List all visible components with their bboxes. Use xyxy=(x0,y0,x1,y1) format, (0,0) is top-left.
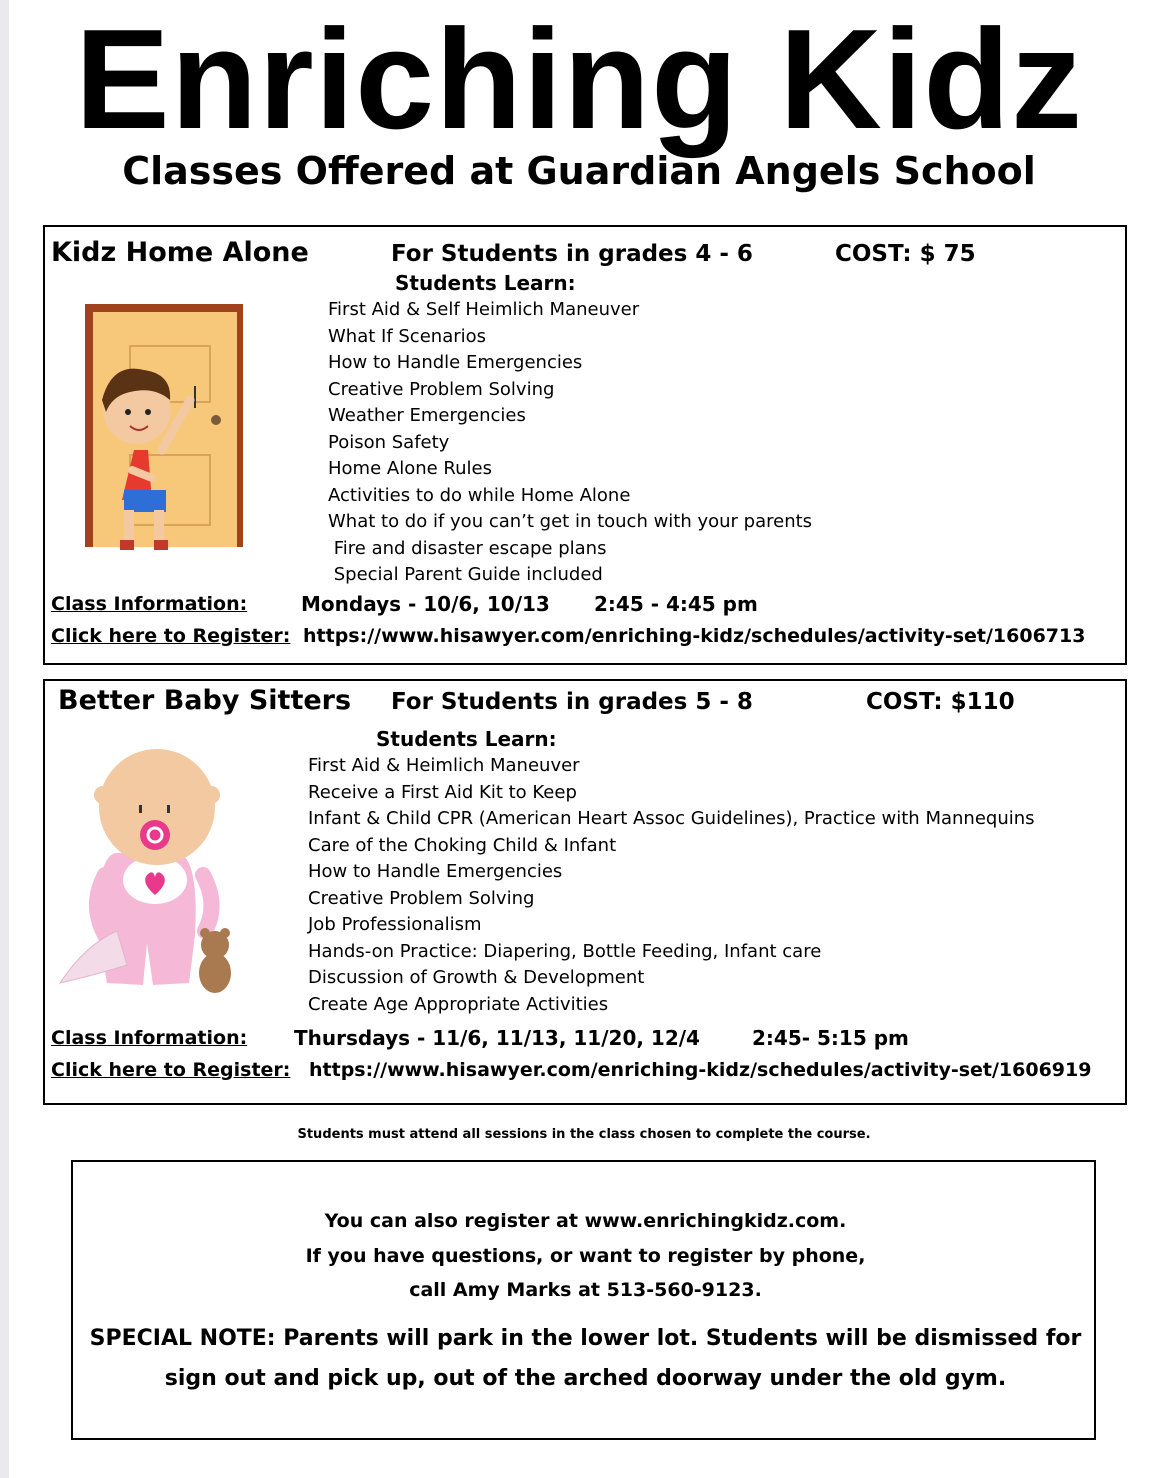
list-item: Creative Problem Solving xyxy=(308,887,535,909)
baby-illustration xyxy=(55,735,240,997)
contact-line: call Amy Marks at 513-560-9123. xyxy=(409,1279,762,1301)
page-subtitle: Classes Offered at Guardian Angels School xyxy=(122,149,1036,193)
attendance-note: Students must attend all sessions in the class chosen to complete the course. xyxy=(297,1127,871,1142)
class-title: Kidz Home Alone xyxy=(51,237,309,268)
contact-line: You can also register at www.enrichingkidz.com. xyxy=(324,1210,847,1232)
class-grades: For Students in grades 5 - 8 xyxy=(391,689,753,715)
topic-list xyxy=(328,297,812,589)
list-item: Poison Safety xyxy=(328,431,450,453)
class-info-label: Class Information: xyxy=(51,593,248,615)
special-note: SPECIAL NOTE: Parents will park in the lower lot. Students will be dismissed for xyxy=(89,1326,1082,1351)
class-days: Mondays - 10/6, 10/13 xyxy=(301,592,550,616)
list-item: How to Handle Emergencies xyxy=(308,861,563,882)
list-item: Discussion of Growth & Development xyxy=(308,967,645,988)
list-item: Create Age Appropriate Activities xyxy=(308,993,609,1015)
list-item: Infant & Child CPR (American Heart Assoc Guidelines), Practice with Mannequins xyxy=(308,808,1035,829)
students-learn-heading: Students Learn: xyxy=(376,727,557,751)
contact-line: If you have questions, or want to register by phone, xyxy=(305,1245,866,1267)
list-item: Activities to do while Home Alone xyxy=(328,484,631,506)
list-item: Job Professionalism xyxy=(308,914,482,935)
boy-at-door-illustration xyxy=(82,300,252,565)
contact-box xyxy=(71,1160,1096,1440)
page-edge xyxy=(0,0,9,1478)
class-title: Better Baby Sitters xyxy=(58,685,352,716)
list-item: Fire and disaster escape plans xyxy=(328,537,607,559)
special-note: sign out and pick up, out of the arched doorway under the old gym. xyxy=(164,1366,1007,1391)
class-time: 2:45 - 4:45 pm xyxy=(594,592,758,616)
list-item: What to do if you can’t get in touch with your parents xyxy=(328,511,813,532)
list-item: How to Handle Emergencies xyxy=(328,352,583,373)
register-url[interactable]: https://www.hisawyer.com/enriching-kidz/schedules/activity-set/1606713 xyxy=(303,625,1086,647)
list-item: First Aid & Heimlich Maneuver xyxy=(308,755,580,776)
register-url[interactable]: https://www.hisawyer.com/enriching-kidz/schedules/activity-set/1606919 xyxy=(309,1059,1092,1081)
register-link[interactable]: Click here to Register: xyxy=(51,625,291,647)
list-item: Receive a First Aid Kit to Keep xyxy=(308,781,577,803)
class-days: Thursdays - 11/6, 11/13, 11/20, 12/4 xyxy=(294,1026,700,1050)
page-title: Enriching Kidz xyxy=(75,0,1083,159)
class-grades: For Students in grades 4 - 6 xyxy=(391,241,753,267)
class-cost: COST: $110 xyxy=(866,689,1015,715)
list-item: Care of the Choking Child & Infant xyxy=(308,834,617,856)
students-learn-heading: Students Learn: xyxy=(395,271,576,295)
register-link[interactable]: Click here to Register: xyxy=(51,1059,291,1081)
list-item: Home Alone Rules xyxy=(328,458,492,479)
class-time: 2:45- 5:15 pm xyxy=(752,1026,909,1050)
topic-list xyxy=(308,753,1035,1018)
class-info-label: Class Information: xyxy=(51,1027,248,1049)
list-item: Weather Emergencies xyxy=(328,405,526,426)
list-item: Creative Problem Solving xyxy=(328,378,555,400)
list-item: First Aid & Self Heimlich Maneuver xyxy=(328,299,640,320)
list-item: Hands-on Practice: Diapering, Bottle Feeding, Infant care xyxy=(308,940,822,962)
list-item: What If Scenarios xyxy=(328,325,487,347)
class-cost: COST: $ 75 xyxy=(835,241,976,267)
list-item: Special Parent Guide included xyxy=(328,564,603,585)
